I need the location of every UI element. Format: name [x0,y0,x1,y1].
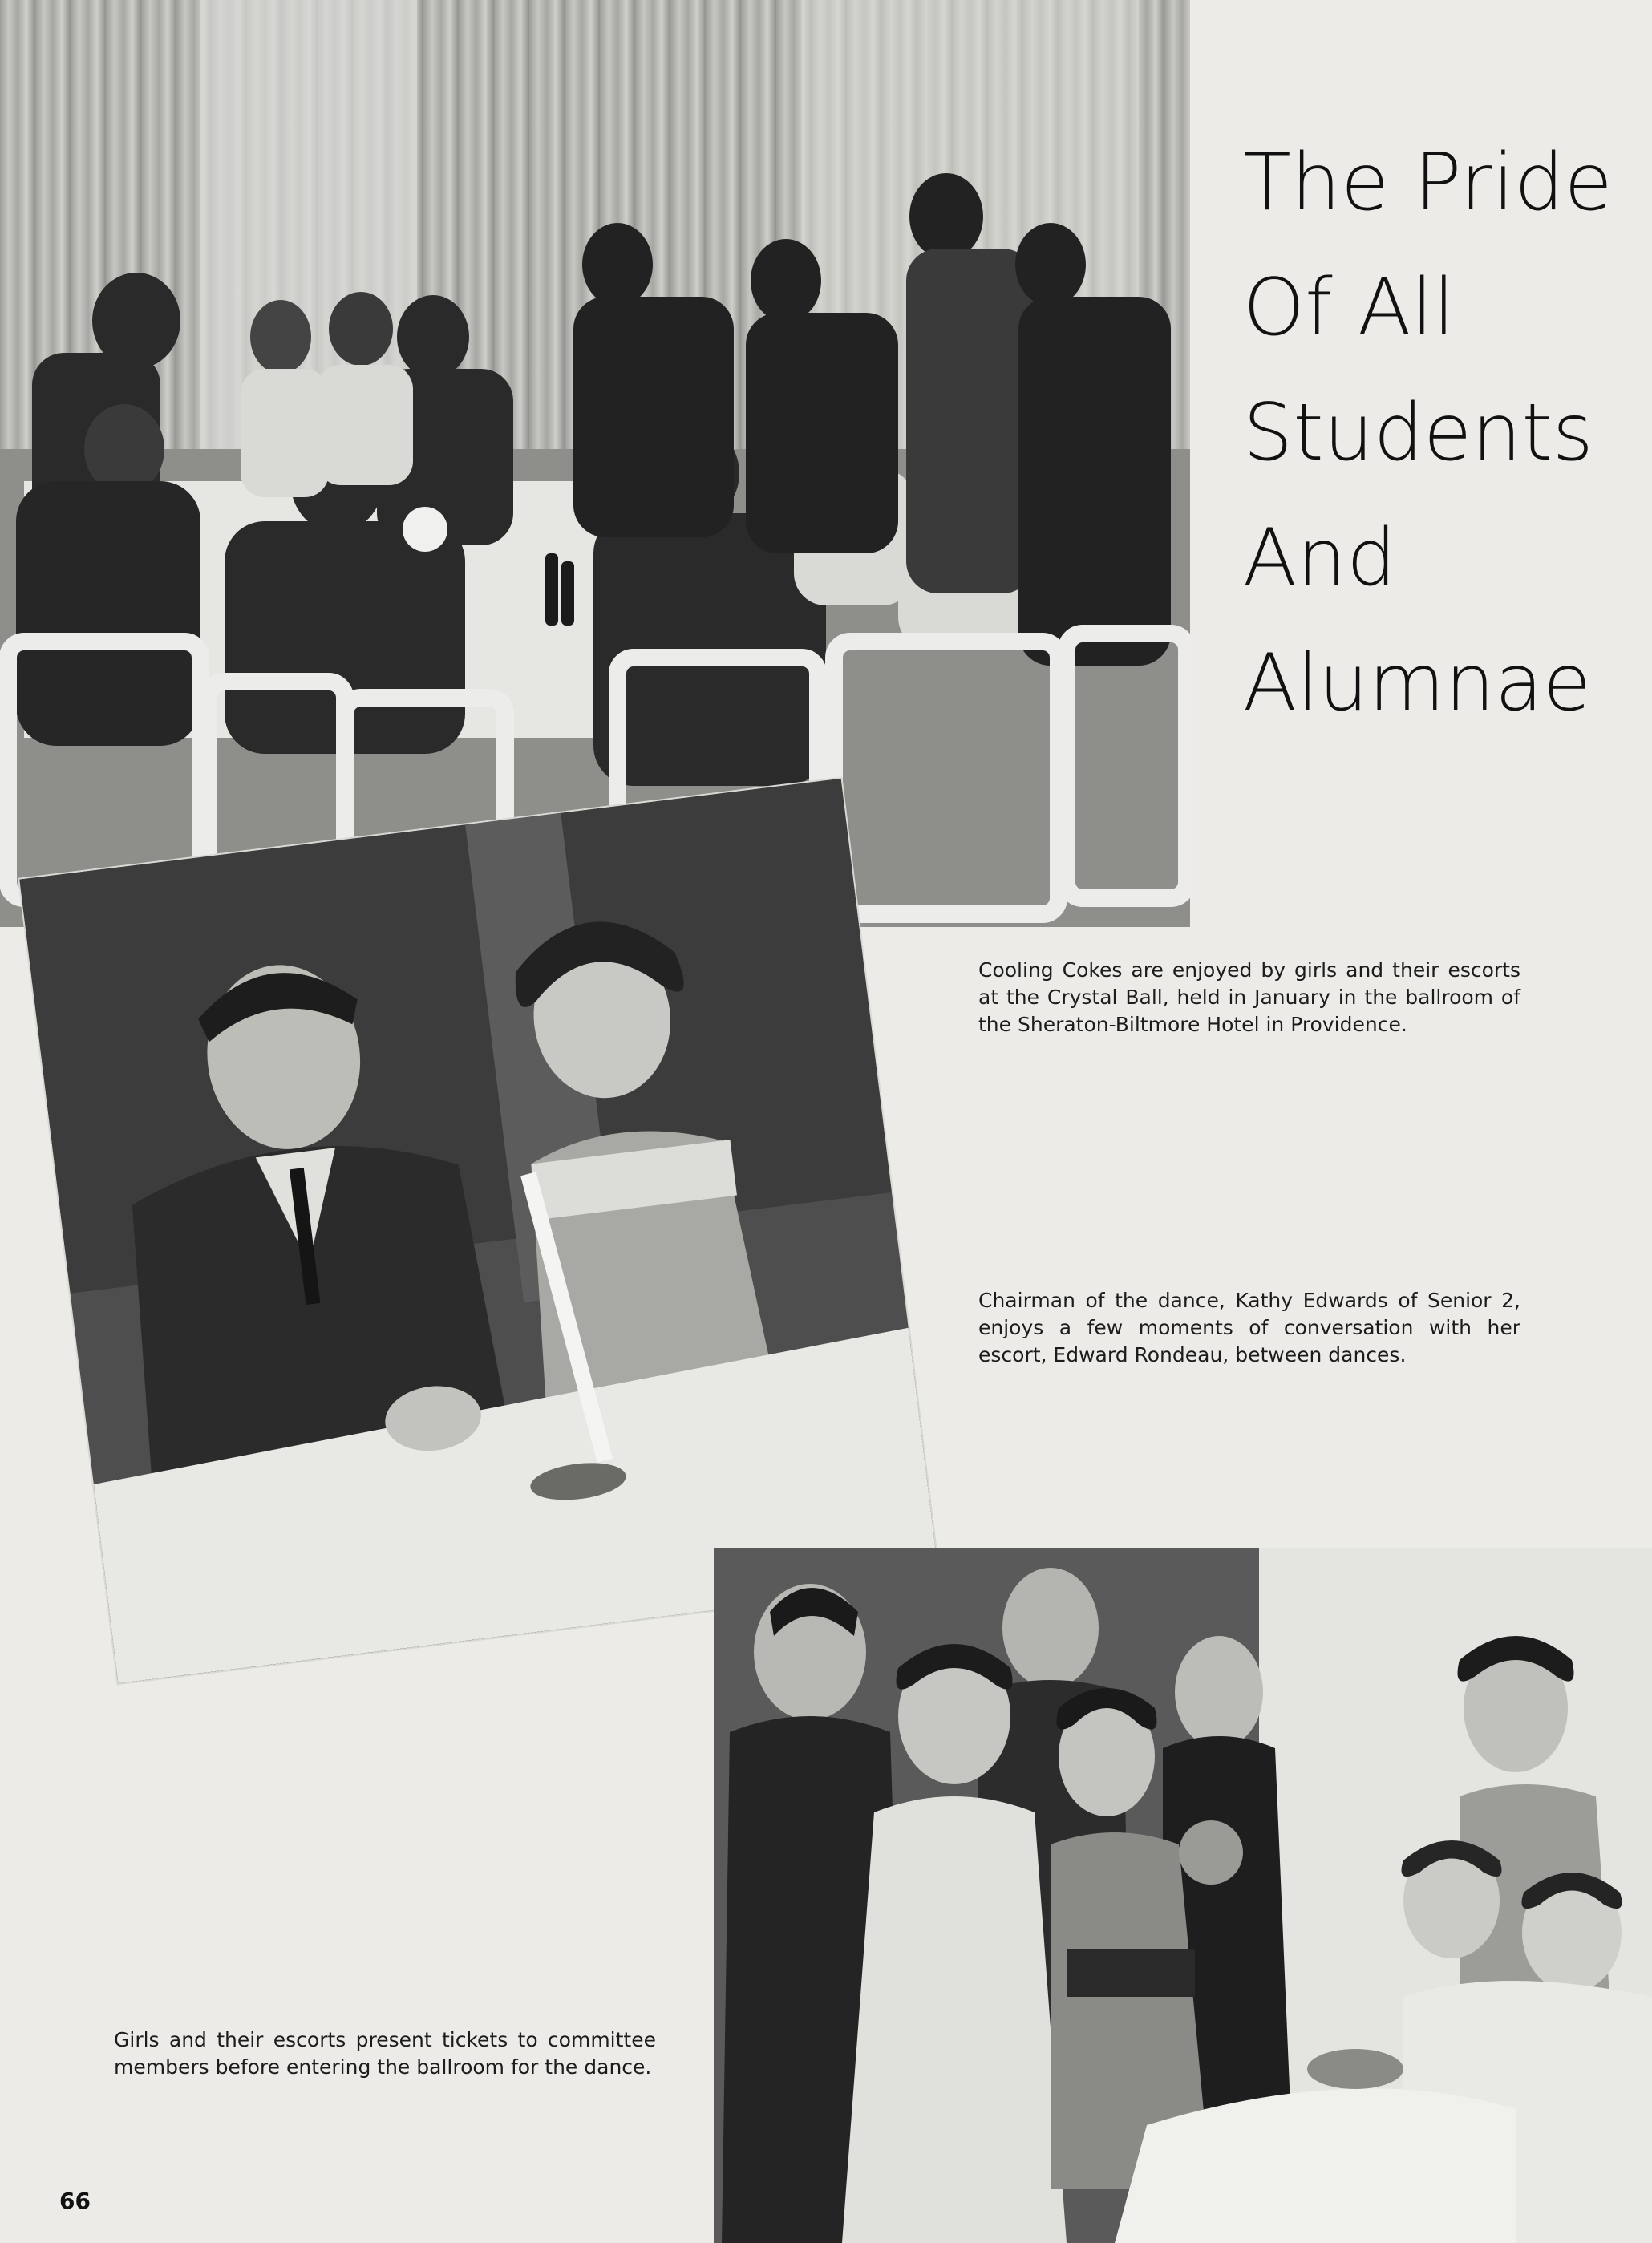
caption-couple-at-table: Chairman of the dance, Kathy Edwards of Senior 2, enjoys a few moments of conversation with her escort, Edward Rondeau, between dances. [978,1289,1520,1366]
title-line: And [1243,512,1397,604]
caption-ticket-table: Girls and their escorts present tickets to committee members before entering the ballroom for the dance. [114,2028,656,2079]
title-line: Of All [1243,262,1456,354]
page-title [1243,120,1620,746]
caption-ballroom-tables: Cooling Cokes are enjoyed by girls and their escorts at the Crystal Ball, held in January in the ballroom of the Sheraton-Biltmore Hotel in Providence. [978,958,1520,1036]
ticket-table-photo [714,1548,1652,2243]
title-line: Alumnae [1243,638,1592,729]
title-line: Students [1243,387,1593,479]
ballroom-tables-photo [0,0,1190,927]
page-number: 66 [59,2188,91,2214]
title-line: The Pride [1243,137,1613,229]
